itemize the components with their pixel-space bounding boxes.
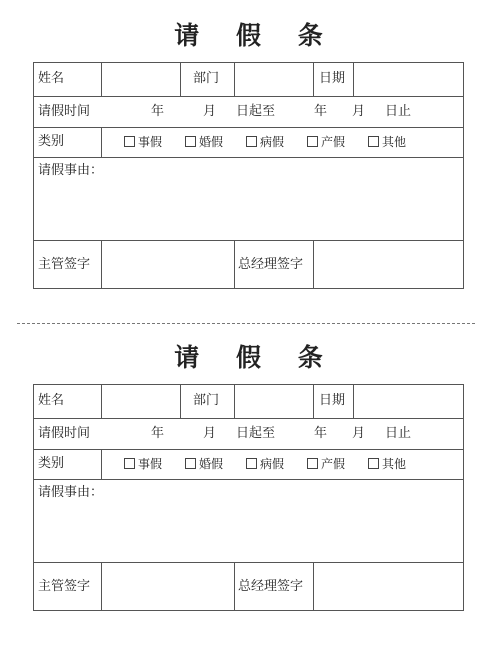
- form-title: 请 假 条: [174, 343, 337, 372]
- option-maternity-leave[interactable]: 产假: [307, 134, 345, 150]
- option-maternity-leave[interactable]: 产假: [307, 456, 345, 472]
- col-line: [234, 240, 235, 288]
- end-month-label: 月: [352, 426, 366, 441]
- name-label: 姓名: [38, 71, 65, 86]
- checkbox-icon[interactable]: [124, 136, 135, 147]
- option-personal-leave[interactable]: 事假: [124, 134, 162, 150]
- start-month-label: 月: [203, 426, 217, 441]
- category-label: 类别: [38, 456, 65, 471]
- checkbox-icon[interactable]: [246, 136, 257, 147]
- reason-label: 请假事由：: [38, 163, 104, 178]
- gm-sign-label: 总经理签字: [238, 257, 304, 272]
- name-label: 姓名: [38, 393, 65, 408]
- col-line: [313, 240, 314, 288]
- col-line: [234, 562, 235, 610]
- checkbox-icon[interactable]: [185, 136, 196, 147]
- checkbox-icon[interactable]: [185, 458, 196, 469]
- checkbox-icon[interactable]: [246, 458, 257, 469]
- table-border-top: [33, 384, 464, 385]
- table-border-right: [463, 384, 464, 611]
- option-other-leave[interactable]: 其他: [368, 134, 406, 150]
- start-month-label: 月: [203, 104, 217, 119]
- dept-label: 部门: [193, 393, 220, 408]
- reason-label: 请假事由：: [38, 485, 104, 500]
- form-table: [33, 384, 464, 611]
- end-day-label: 日止: [385, 104, 412, 119]
- row-line-1: [33, 96, 464, 97]
- option-marriage-leave[interactable]: 婚假: [185, 134, 223, 150]
- option-sick-leave[interactable]: 病假: [246, 456, 284, 472]
- checkbox-icon[interactable]: [368, 458, 379, 469]
- category-label: 类别: [38, 134, 65, 149]
- table-border-bottom: [33, 610, 464, 611]
- row-line-3: [33, 157, 464, 158]
- start-year-label: 年: [151, 426, 165, 441]
- table-border-top: [33, 62, 464, 63]
- checkbox-icon[interactable]: [307, 136, 318, 147]
- checkbox-icon[interactable]: [368, 136, 379, 147]
- start-day-label: 日起至: [236, 104, 276, 119]
- table-border-left: [33, 384, 34, 611]
- row-line-4: [33, 562, 464, 563]
- col-line: [313, 562, 314, 610]
- table-border-bottom: [33, 288, 464, 289]
- col-line: [101, 62, 102, 96]
- col-line: [101, 449, 102, 479]
- col-line: [180, 384, 181, 418]
- end-year-label: 年: [314, 104, 328, 119]
- table-border-right: [463, 62, 464, 289]
- form-title: 请 假 条: [174, 21, 337, 50]
- row-line-4: [33, 240, 464, 241]
- date-label: 日期: [319, 71, 346, 86]
- form-table: [33, 62, 464, 289]
- row-line-3: [33, 479, 464, 480]
- period-label: 请假时间: [38, 426, 91, 441]
- end-month-label: 月: [352, 104, 366, 119]
- col-line: [313, 62, 314, 96]
- cut-line: [17, 323, 475, 324]
- row-line-2: [33, 449, 464, 450]
- end-year-label: 年: [314, 426, 328, 441]
- date-label: 日期: [319, 393, 346, 408]
- row-line-2: [33, 127, 464, 128]
- col-line: [101, 240, 102, 288]
- checkbox-icon[interactable]: [307, 458, 318, 469]
- col-line: [234, 62, 235, 96]
- option-sick-leave[interactable]: 病假: [246, 134, 284, 150]
- dept-label: 部门: [193, 71, 220, 86]
- col-line: [101, 562, 102, 610]
- col-line: [101, 384, 102, 418]
- col-line: [353, 62, 354, 96]
- option-other-leave[interactable]: 其他: [368, 456, 406, 472]
- row-line-1: [33, 418, 464, 419]
- period-label: 请假时间: [38, 104, 91, 119]
- col-line: [234, 384, 235, 418]
- col-line: [101, 127, 102, 157]
- option-marriage-leave[interactable]: 婚假: [185, 456, 223, 472]
- table-border-left: [33, 62, 34, 289]
- supervisor-sign-label: 主管签字: [38, 257, 91, 272]
- gm-sign-label: 总经理签字: [238, 579, 304, 594]
- supervisor-sign-label: 主管签字: [38, 579, 91, 594]
- end-day-label: 日止: [385, 426, 412, 441]
- start-day-label: 日起至: [236, 426, 276, 441]
- option-personal-leave[interactable]: 事假: [124, 456, 162, 472]
- col-line: [313, 384, 314, 418]
- col-line: [180, 62, 181, 96]
- checkbox-icon[interactable]: [124, 458, 135, 469]
- col-line: [353, 384, 354, 418]
- start-year-label: 年: [151, 104, 165, 119]
